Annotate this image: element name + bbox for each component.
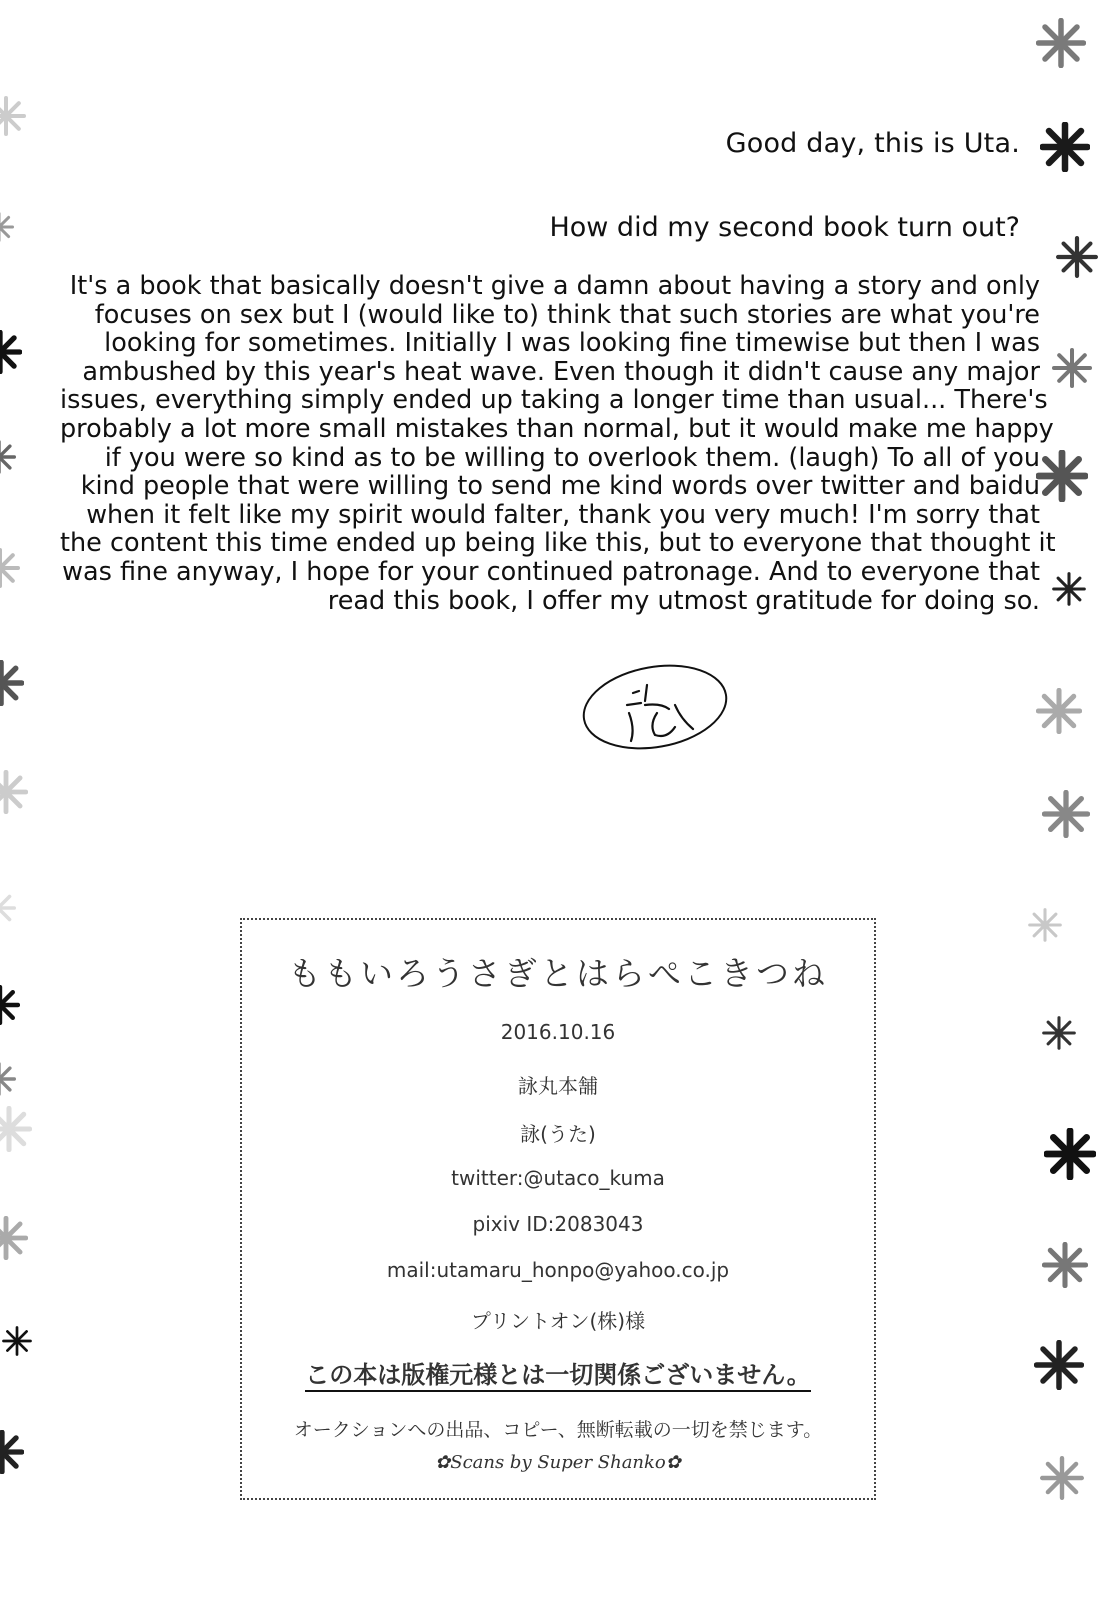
afterword-line: if you were so kind as to be willing to overlook them. (laugh) To all of you (104, 442, 1040, 473)
flower-icon (0, 330, 22, 374)
twitter-handle: twitter:@utaco_kuma (451, 1166, 665, 1190)
flower-icon (0, 1216, 28, 1260)
scan-credit: ✿Scans by Super Shanko✿ (435, 1452, 681, 1473)
afterword-line: when it felt like my spirit would falter, thank you very much! I'm sorry that (86, 499, 1040, 530)
afterword-line: It's a book that basically doesn't give a damn about having a story and only (69, 271, 1040, 301)
flower-icon (0, 96, 26, 136)
flower-icon (1052, 572, 1086, 606)
flower-icon (0, 1062, 16, 1096)
afterword-line: focuses on sex but I (would like to) think that such stories are what you're (94, 299, 1040, 330)
copyright-notice-text: この本は版権元様とは一切関係ございません。 (305, 1361, 810, 1392)
flower-icon (1052, 348, 1092, 388)
scan-credit-text: Scans by Super Shanko (450, 1452, 666, 1473)
flower-icon (0, 1430, 24, 1474)
flower-icon (0, 770, 28, 814)
flower-icon (0, 890, 16, 926)
flower-icon (0, 212, 14, 242)
afterword-line: kind people that were willing to send me kind words over twitter and baidu (80, 471, 1040, 502)
flower-icon (1056, 236, 1098, 278)
afterword-line: read this book, I offer my utmost gratitude for doing so. (327, 585, 1040, 616)
flower-icon (0, 660, 24, 706)
flower-icon (1044, 1128, 1096, 1180)
circle-name: 詠丸本舗 (518, 1074, 598, 1098)
flower-icon (0, 440, 16, 474)
book-title: ももいろうさぎとはらぺこきつね (288, 954, 828, 993)
greeting: Good day, this is Uta. (725, 128, 1020, 159)
pixiv-id: pixiv ID:2083043 (472, 1212, 644, 1236)
copyright-notice (242, 1355, 874, 1390)
author-name: 詠(うた) (520, 1122, 596, 1146)
afterword-line: the content this time ended up being like this, but to everyone that thought it (60, 528, 1056, 559)
flower-icon (1040, 122, 1090, 172)
flower-icon (1028, 908, 1062, 942)
flower-icon (1036, 450, 1088, 502)
colophon-box (240, 918, 876, 1500)
flower-icon (0, 1106, 32, 1152)
flower-icon (1042, 1242, 1088, 1288)
reproduction-warning: オークションへの出品、コピー、無断転載の一切を禁じます。 (293, 1419, 823, 1441)
flower-icon (1042, 790, 1090, 838)
afterword-body (60, 271, 1056, 616)
signature (575, 655, 735, 765)
afterword-line: issues, everything simply ended up taking a longer time than usual... There's (60, 385, 1048, 416)
printer-name: プリントオン(株)様 (470, 1309, 646, 1333)
afterword-line: was fine anyway, I hope for your continued patronage. And to everyone that (62, 556, 1040, 587)
flower-icon (1042, 1016, 1076, 1050)
flower-icon (1034, 1340, 1084, 1390)
email-address: mail:utamaru_honpo@yahoo.co.jp (386, 1258, 730, 1282)
flower-icon (1036, 18, 1086, 68)
flower-icon (2, 1326, 32, 1356)
question: How did my second book turn out? (549, 212, 1020, 243)
flower-icon (1036, 688, 1082, 734)
flower-icon (1040, 1456, 1084, 1500)
publish-date: 2016.10.16 (500, 1020, 616, 1044)
afterword-line: probably a lot more small mistakes than normal, but it would make me happy (60, 413, 1054, 444)
afterword-line: looking for sometimes. Initially I was looking fine timewise but then I was (104, 328, 1040, 359)
afterword-line: ambushed by this year's heat wave. Even though it didn't cause any major (82, 356, 1040, 387)
flower-icon (0, 985, 20, 1025)
flower-icon (0, 548, 20, 588)
